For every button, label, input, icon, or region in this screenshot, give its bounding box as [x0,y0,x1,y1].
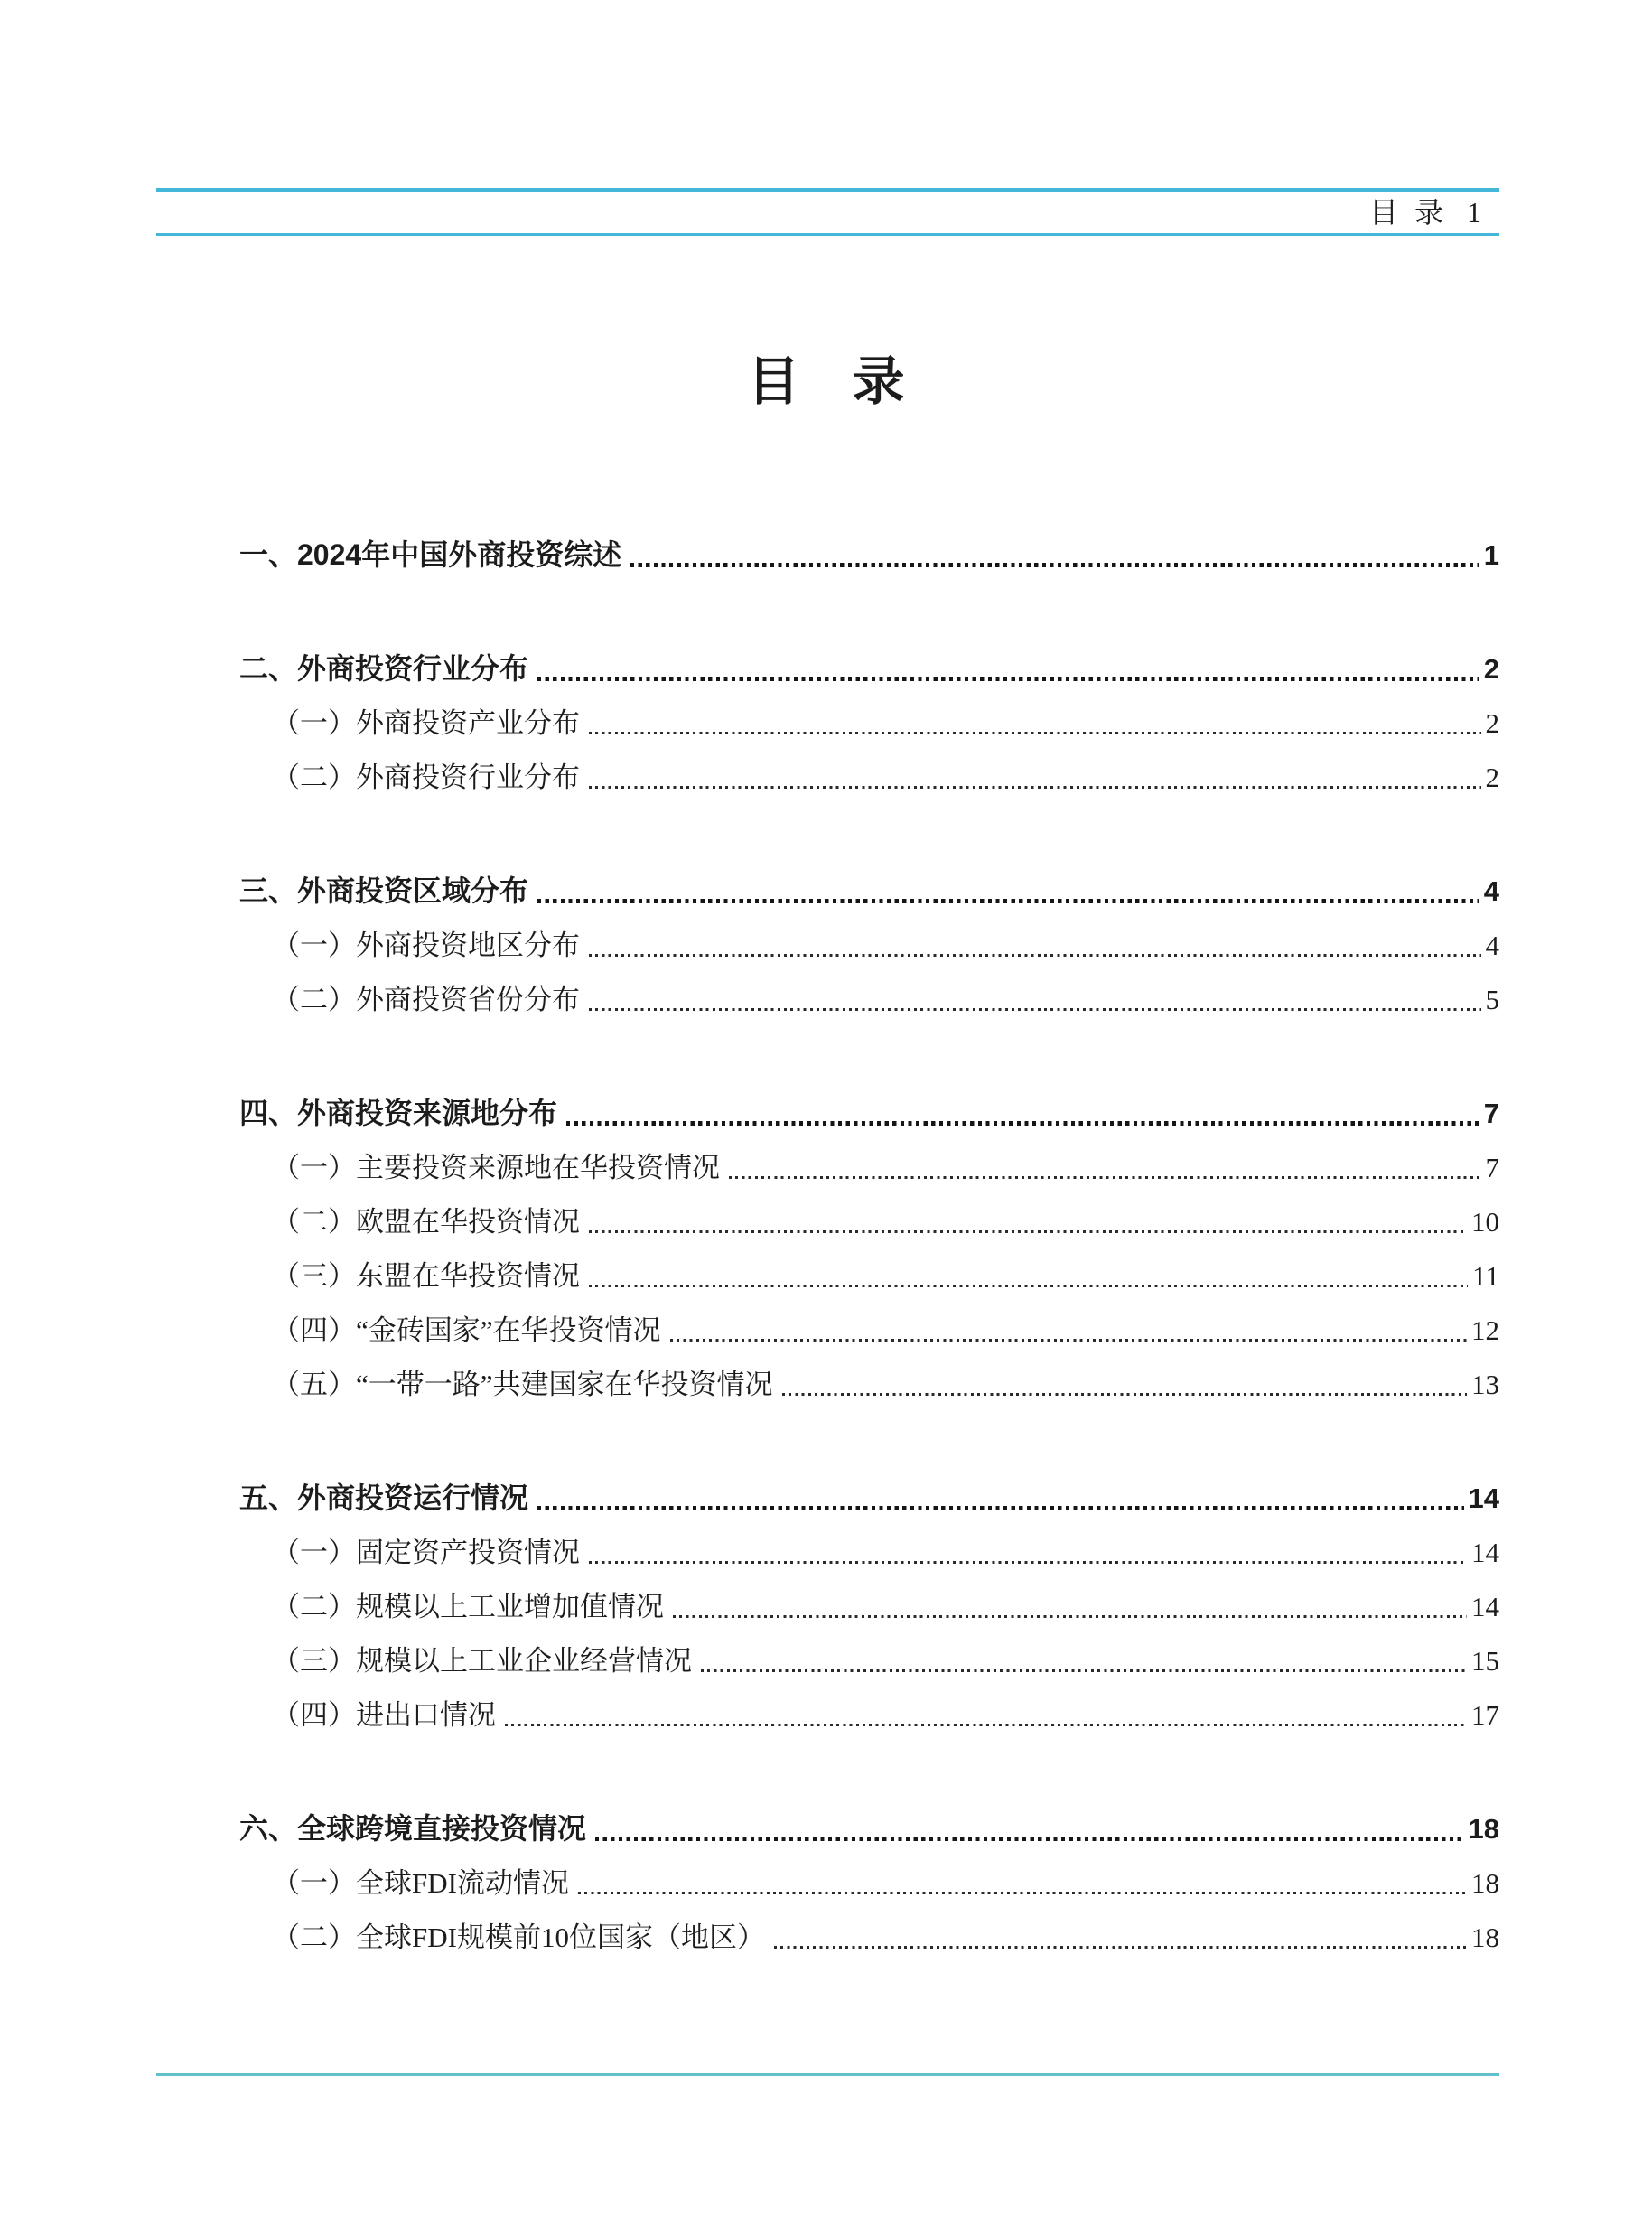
toc-entry-label: 三、外商投资区域分布 [239,874,529,907]
toc-subentry [156,748,1499,802]
toc-entry-label: （三）东盟在华投资情况 [272,1260,580,1292]
toc-section [156,1469,1499,1740]
toc-page-number: 15 [1471,1645,1499,1677]
dot-leader [673,1615,1467,1618]
toc-page-number: 4 [1483,875,1499,907]
dot-leader [595,1837,1464,1841]
toc-subentry [156,1523,1499,1577]
toc-section [156,526,1499,580]
toc-page-number: 12 [1471,1314,1499,1346]
toc-entry-label: （一）外商投资地区分布 [272,930,580,961]
toc-subentry [156,694,1499,748]
toc-entry-label: （一）外商投资产业分布 [272,707,580,739]
toc-subentry [156,1192,1499,1247]
toc-page-number: 14 [1471,1537,1499,1568]
toc-entry [156,862,1499,916]
toc [156,526,1499,1962]
toc-page-number: 2 [1485,707,1499,739]
toc-page-number: 18 [1471,1867,1499,1899]
dot-leader [729,1176,1481,1179]
toc-entry-label: （五）“一带一路”共建国家在华投资情况 [272,1369,773,1400]
toc-section [156,862,1499,1024]
toc-entry-label: 四、外商投资来源地分布 [239,1097,558,1129]
toc-entry-label: （二）全球FDI规模前10位国家（地区） [272,1921,765,1953]
toc-subentry [156,1854,1499,1908]
toc-entry-label: 二、外商投资行业分布 [239,652,529,685]
toc-entry [156,1084,1499,1138]
running-header-section-label: 目 录 [1368,196,1443,229]
toc-page-number: 4 [1485,930,1499,961]
toc-page-number: 18 [1468,1813,1499,1845]
dot-leader [670,1339,1467,1342]
dot-leader [774,1946,1467,1949]
dot-leader [537,1506,1464,1510]
dot-leader [537,677,1479,681]
toc-page-number: 1 [1483,539,1499,571]
toc-entry-label: （二）规模以上工业增加值情况 [272,1591,664,1622]
toc-entry-label: （二）外商投资省份分布 [272,984,580,1015]
toc-page-number: 11 [1472,1260,1499,1292]
dot-leader [589,954,1481,957]
toc-subentry [156,970,1499,1024]
dot-leader [589,786,1481,789]
dot-leader [782,1393,1467,1396]
toc-subentry [156,1355,1499,1409]
toc-entry-label: （二）外商投资行业分布 [272,762,580,793]
dot-leader [505,1724,1467,1726]
toc-section [156,1084,1499,1409]
toc-entry-label: （一）全球FDI流动情况 [272,1867,569,1899]
dot-leader [630,563,1479,567]
header-rule-bottom [156,233,1499,236]
toc-subentry [156,1908,1499,1962]
toc-subentry [156,1247,1499,1301]
dot-leader [589,1230,1467,1233]
toc-entry-label: 五、外商投资运行情况 [239,1482,529,1514]
toc-entry-label: 一、2024年中国外商投资综述 [239,538,622,571]
toc-entry-label: （四）进出口情况 [272,1699,496,1731]
toc-page-number: 17 [1471,1699,1499,1731]
dot-leader [589,732,1481,734]
running-header [156,192,1499,233]
running-header-page-number: 1 [1467,196,1481,229]
toc-section [156,1800,1499,1962]
toc-entry [156,1800,1499,1854]
dot-leader [589,1008,1481,1011]
toc-page-number: 18 [1471,1921,1499,1953]
dot-leader [589,1285,1468,1287]
toc-entry [156,1469,1499,1523]
toc-page-number: 2 [1483,653,1499,685]
toc-page-number: 14 [1471,1591,1499,1622]
page-title: 目 录 [747,352,905,411]
dot-leader [589,1561,1467,1564]
toc-subentry [156,1686,1499,1740]
footer-rule [156,2073,1499,2076]
dot-leader [578,1892,1467,1894]
toc-entry-label: （三）规模以上工业企业经营情况 [272,1645,692,1677]
dot-leader [701,1669,1467,1672]
toc-subentry [156,1631,1499,1686]
toc-entry-label: （一）主要投资来源地在华投资情况 [272,1152,720,1183]
toc-section [156,640,1499,802]
toc-subentry [156,1138,1499,1192]
toc-page-number: 2 [1485,762,1499,793]
toc-page-number: 7 [1483,1098,1499,1129]
toc-page-number: 5 [1485,984,1499,1015]
toc-subentry [156,916,1499,970]
toc-entry-label: （四）“金砖国家”在华投资情况 [272,1314,661,1346]
dot-leader [537,899,1479,903]
toc-entry-label: （二）欧盟在华投资情况 [272,1206,580,1238]
toc-page-number: 7 [1485,1152,1499,1183]
toc-entry [156,526,1499,580]
toc-subentry [156,1577,1499,1631]
dot-leader [566,1121,1479,1126]
toc-entry-label: 六、全球跨境直接投资情况 [239,1812,587,1845]
toc-page-number: 10 [1471,1206,1499,1238]
toc-subentry [156,1301,1499,1355]
toc-entry [156,640,1499,694]
toc-page-number: 13 [1471,1369,1499,1400]
toc-entry-label: （一）固定资产投资情况 [272,1537,580,1568]
toc-page-number: 14 [1468,1482,1499,1514]
